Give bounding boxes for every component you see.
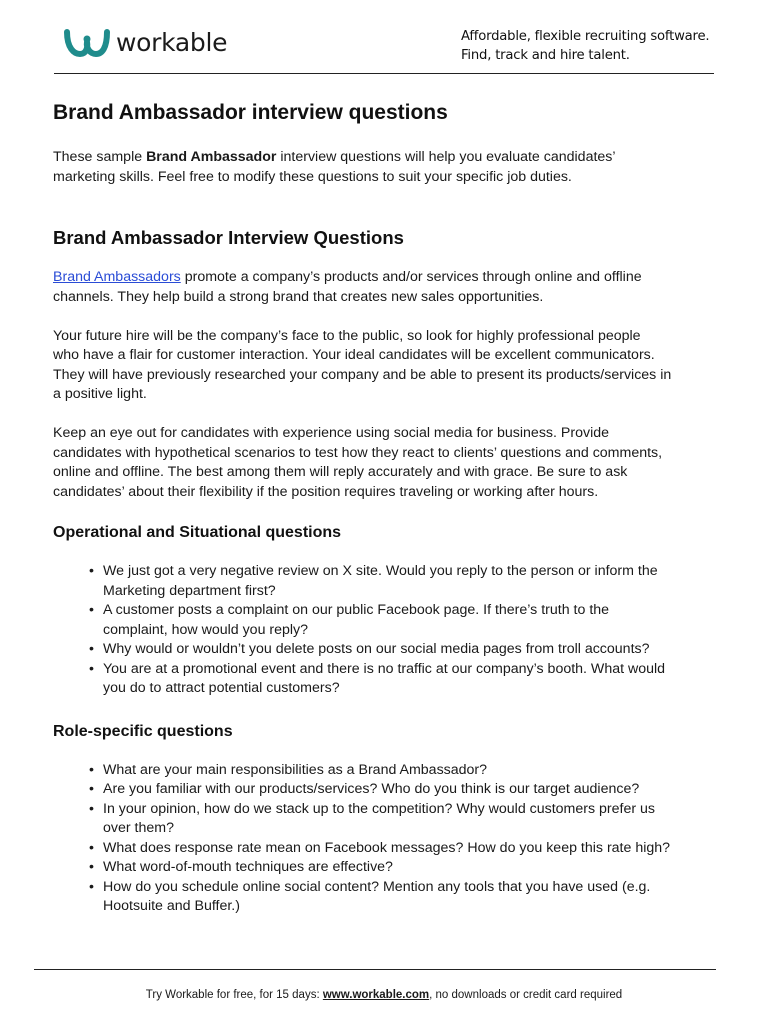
list-item-line: In your opinion, how do we stack up to the competition? Why would customers prefer us bbox=[103, 800, 656, 817]
footer-text-end: , no downloads or credit card required bbox=[429, 989, 623, 1001]
list-item-line: Hootsuite and Buffer.) bbox=[103, 898, 240, 914]
paragraph-2 bbox=[53, 327, 718, 405]
paragraph-3-line-1: Keep an eye out for candidates with experience using social media for business. Provide bbox=[53, 425, 610, 441]
list-item-line: What are your main responsibilities as a Brand Ambassador? bbox=[103, 761, 488, 778]
section-heading: Brand Ambassador Interview Questions bbox=[53, 227, 404, 248]
logo-wordmark: workable bbox=[116, 28, 228, 57]
tagline-line-1: Affordable, flexible recruiting software. bbox=[461, 29, 710, 44]
paragraph-2-line-3: They will have previously researched your company and be able to present its products/services in bbox=[53, 366, 672, 383]
footer-text-start: Try Workable for free, for 15 days: bbox=[145, 989, 323, 1001]
list-item bbox=[103, 839, 718, 859]
list-item-line: You are at a promotional event and there is no traffic at our company’s booth. What would bbox=[103, 660, 666, 677]
intro-paragraph bbox=[53, 148, 718, 187]
paragraph-3-line-3: online and offline. The best among them will reply accurately and with grace. Be sure to ask bbox=[53, 464, 628, 480]
list-item-line: complaint, how would you reply? bbox=[103, 621, 309, 638]
footer-divider bbox=[34, 969, 716, 970]
paragraph-1 bbox=[53, 268, 718, 307]
list-item-line: What does response rate mean on Facebook messages? How do you keep this rate high? bbox=[103, 839, 671, 856]
paragraph-3 bbox=[53, 424, 718, 502]
list-item bbox=[103, 761, 718, 781]
intro-text-end: interview questions will help you evaluate candidates’ bbox=[276, 149, 616, 165]
header-tagline bbox=[461, 27, 709, 65]
tagline-line-2: Find, track and hire talent. bbox=[461, 48, 630, 63]
list-item bbox=[103, 660, 718, 699]
list-item-line: Marketing department first? bbox=[103, 582, 276, 599]
paragraph-2-line-1: Your future hire will be the company’s face to the public, so look for highly professional people bbox=[53, 327, 641, 344]
list-item-line: We just got a very negative review on X site. Would you reply to the person or inform the bbox=[103, 563, 658, 579]
list-item-line: A customer posts a complaint on our public Facebook page. If there’s truth to the bbox=[103, 602, 610, 618]
paragraph-2-line-4: a positive light. bbox=[53, 386, 147, 402]
workable-logo-icon bbox=[64, 28, 110, 58]
list-item-line: over them? bbox=[103, 820, 174, 836]
list-item-line: you do to attract potential customers? bbox=[103, 680, 340, 696]
list-item-line: Why would or wouldn’t you delete posts on our social media pages from troll accounts? bbox=[103, 641, 650, 657]
intro-text-line-2: marketing skills. Feel free to modify these questions to suit your specific job duties. bbox=[53, 168, 572, 185]
role-specific-questions-list bbox=[53, 761, 718, 917]
document-body bbox=[53, 97, 718, 917]
brand-ambassadors-link[interactable]: Brand Ambassadors bbox=[53, 269, 181, 285]
list-item-line: How do you schedule online social content? Mention any tools that you have used (e.g. bbox=[103, 878, 651, 895]
page-header bbox=[0, 0, 768, 74]
operational-questions-list bbox=[53, 562, 718, 699]
list-item bbox=[103, 640, 718, 660]
list-item-line: What word-of-mouth techniques are effective? bbox=[103, 859, 393, 875]
page-footer bbox=[0, 987, 768, 1003]
list-item bbox=[103, 878, 718, 917]
header-divider bbox=[54, 73, 714, 74]
subheading-role-specific: Role-specific questions bbox=[53, 722, 233, 740]
paragraph-1-line-1: promote a company’s products and/or services through online and offline bbox=[180, 269, 642, 285]
subheading-operational: Operational and Situational questions bbox=[53, 524, 342, 541]
list-item-line: Are you familiar with our products/services? Who do you think is our target audience? bbox=[103, 781, 640, 797]
workable-logo[interactable] bbox=[64, 28, 227, 58]
paragraph-3-line-2: candidates with hypothetical scenarios to test how they react to clients’ questions and comments, bbox=[53, 444, 663, 461]
paragraph-1-line-2: channels. They help build a strong brand that creates new sales opportunities. bbox=[53, 288, 544, 305]
list-item bbox=[103, 800, 718, 839]
page-title: Brand Ambassador interview questions bbox=[53, 101, 448, 124]
paragraph-3-line-4: candidates’ about their flexibility if the position requires traveling or working after hours. bbox=[53, 483, 599, 500]
list-item bbox=[103, 601, 718, 640]
footer-website-link[interactable]: www.workable.com bbox=[322, 989, 430, 1001]
intro-bold-role: Brand Ambassador bbox=[146, 149, 277, 165]
intro-text-start: These sample bbox=[53, 149, 147, 165]
list-item bbox=[103, 858, 718, 878]
list-item bbox=[103, 562, 718, 601]
paragraph-2-line-2: who have a flair for customer interaction. Your ideal candidates will be excellent communicators. bbox=[53, 347, 655, 363]
list-item bbox=[103, 780, 718, 800]
